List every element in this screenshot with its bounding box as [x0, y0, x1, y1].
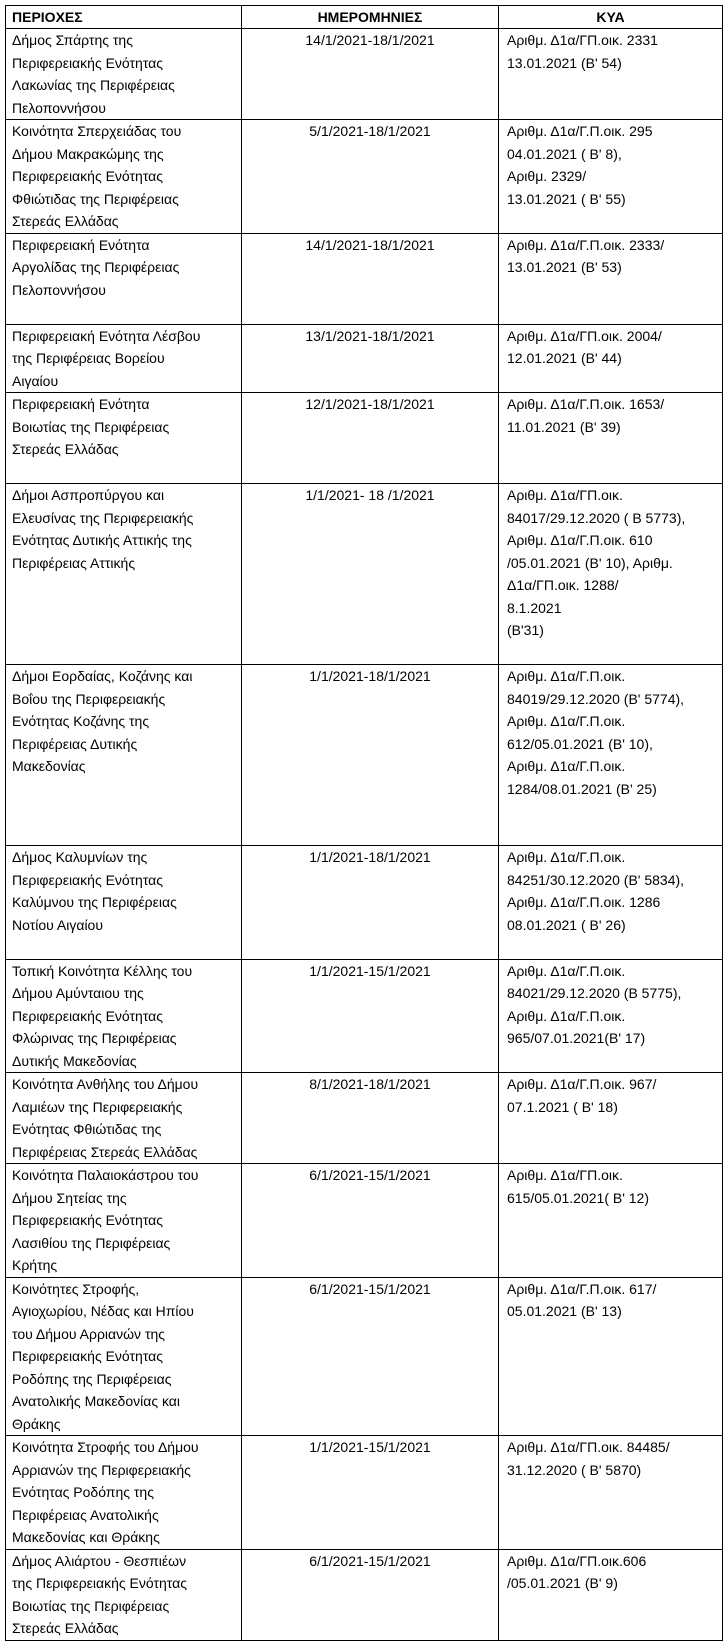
area-line: Αργολίδας της Περιφέρειας	[12, 259, 180, 275]
kya-line: 84251/30.12.2020 (Β' 5834),	[507, 871, 685, 888]
dates-cell	[242, 484, 499, 665]
area-line: Στερεάς Ελλάδας	[12, 1620, 119, 1636]
area-line: Στερεάς Ελλάδας	[12, 441, 119, 457]
area-line	[12, 574, 235, 597]
area-cell	[6, 959, 242, 1073]
kya-line: Αριθμ. Δ1α/Γ.Π.οικ.	[507, 758, 626, 774]
kya-line: 612/05.01.2021 (Β' 10),	[507, 735, 653, 752]
area-cell	[6, 665, 242, 846]
date-range: 5/1/2021-18/1/2021	[309, 123, 431, 139]
kya-line: 84021/29.12.2020 (Β 5775),	[507, 985, 682, 1001]
table-row	[6, 1073, 723, 1164]
kya-line: 8.1.2021	[507, 599, 562, 616]
dates-cell	[242, 1164, 499, 1278]
area-cell	[6, 484, 242, 665]
kya-cell	[499, 393, 723, 484]
kya-line: 13.01.2021 (Β' 54)	[507, 54, 622, 71]
dates-cell	[242, 1549, 499, 1640]
area-line: Πελοποννήσου	[12, 281, 106, 298]
kya-line: Αριθμ. Δ1α/Γ.Π.οικ. 1653/	[507, 396, 665, 412]
kya-line: Αριθμ. 2329/	[507, 168, 587, 184]
area-line: της Περιφερειακής Ενότητας	[12, 1575, 187, 1591]
area-line: Δήμου Σητείας της	[12, 1189, 127, 1206]
area-line: Περιφερειακής Ενότητας	[12, 1212, 163, 1228]
dates-cell	[242, 29, 499, 120]
area-line: Λασιθίου της Περιφέρειας	[12, 1234, 171, 1251]
dates-cell	[242, 665, 499, 846]
area-cell	[6, 1073, 242, 1164]
date-range: 14/1/2021-18/1/2021	[305, 236, 435, 253]
area-line: Βοιωτίας της Περιφέρειας	[12, 1597, 170, 1614]
area-line	[12, 778, 235, 801]
kya-cell	[499, 233, 723, 324]
kya-line: Αριθμ. Δ1α/Γ.Π.οικ. 610	[507, 532, 653, 548]
kya-cell	[499, 324, 723, 393]
date-range: 12/1/2021-18/1/2021	[305, 396, 435, 412]
area-line: Περιφερειακής Ενότητας	[12, 168, 163, 184]
kya-line: Αριθμ. Δ1α/Γ.Π.οικ. 967/	[507, 1076, 657, 1092]
area-line: Περιφερειακή Ενότητα	[12, 396, 150, 412]
area-line: Θράκης	[12, 1415, 61, 1432]
area-line: της Περιφέρειας Βορείου	[12, 350, 165, 366]
area-line: Περιφερειακής Ενότητας	[12, 871, 163, 888]
area-line	[12, 823, 235, 846]
area-line	[12, 936, 235, 959]
area-line	[12, 619, 235, 642]
kya-line: Αριθμ. Δ1α/ΓΠ.οικ. 2004/	[507, 327, 662, 344]
kya-line: 84019/29.12.2020 (Β' 5774),	[507, 690, 685, 707]
date-range: 1/1/2021-18/1/2021	[309, 668, 431, 684]
area-line: Κοινότητες Στροφής,	[12, 1280, 140, 1297]
area-line: Λακωνίας της Περιφέρειας	[12, 77, 175, 93]
kya-line	[507, 823, 716, 846]
kya-cell	[499, 959, 723, 1073]
kya-line	[507, 800, 716, 823]
area-line: Περιφερειακής Ενότητας	[12, 54, 163, 71]
area-line: Δήμου Αμύνταιου της	[12, 985, 144, 1001]
area-line: Κοινότητα Στροφής του Δήμου	[12, 1439, 199, 1455]
area-line: Αγιοχωρίου, Νέδας και Ηπίου	[12, 1303, 194, 1319]
date-range: 8/1/2021-18/1/2021	[309, 1076, 431, 1092]
area-line: Περιφερειακής Ενότητας	[12, 1007, 163, 1024]
kya-line: Αριθμ. Δ1α/ΓΠ.οικ.	[507, 487, 623, 503]
date-range: 1/1/2021-15/1/2021	[309, 1439, 431, 1455]
area-line: Περιφερειακή Ενότητα Λέσβου	[12, 327, 201, 344]
date-range: 1/1/2021-18/1/2021	[309, 849, 431, 865]
area-line	[12, 800, 235, 823]
kya-cell	[499, 484, 723, 665]
table-row	[6, 1164, 723, 1278]
kya-line: (Β'31)	[507, 622, 544, 638]
dates-cell	[242, 1277, 499, 1436]
header-areas: ΠΕΡΙΟΧΕΣ	[6, 6, 242, 29]
kya-cell	[499, 120, 723, 234]
table-body	[6, 29, 723, 1641]
area-line	[12, 597, 235, 620]
kya-line: 13.01.2021 (Β' 53)	[507, 259, 622, 275]
dates-cell	[242, 324, 499, 393]
date-range: 13/1/2021-18/1/2021	[305, 327, 435, 344]
kya-line: 965/07.01.2021(Β' 17)	[507, 1030, 646, 1046]
area-line: Περιφερειακής Ενότητας	[12, 1348, 163, 1364]
area-line: Καλύμνου της Περιφέρειας	[12, 894, 177, 910]
kya-line: Αριθμ. Δ1α/ΓΠ.οικ.	[507, 1167, 623, 1183]
area-line	[12, 642, 235, 665]
area-cell	[6, 393, 242, 484]
area-line: Δήμου Μακρακώμης της	[12, 145, 164, 162]
area-line: Ενότητας Κοζάνης της	[12, 713, 150, 729]
kya-line: Αριθμ. Δ1α/ΓΠ.οικ. 84485/	[507, 1439, 670, 1455]
area-line: του Δήμου Αρριανών της	[12, 1325, 166, 1342]
area-line: Αρριανών της Περιφερειακής	[12, 1461, 191, 1478]
area-line: Δυτικής Μακεδονίας	[12, 1052, 137, 1069]
dates-cell	[242, 959, 499, 1073]
area-line: Πελοποννήσου	[12, 99, 106, 116]
area-cell	[6, 1277, 242, 1436]
area-line: Κοινότητα Σπερχειάδας του	[12, 123, 182, 139]
table-row	[6, 120, 723, 234]
kya-line: Αριθμ. Δ1α/Γ.Π.οικ. 617/	[507, 1280, 657, 1297]
area-line: Φθιώτιδας της Περιφέρειας	[12, 190, 179, 207]
kya-line: Αριθμ. Δ1α/Γ.Π.οικ.	[507, 962, 626, 979]
area-line: Περιφέρειας Στερεάς Ελλάδας	[12, 1143, 198, 1160]
kya-cell	[499, 1549, 723, 1640]
date-range: 14/1/2021-18/1/2021	[305, 32, 435, 48]
area-line: Δήμοι Ασπροπύργου και	[12, 487, 165, 503]
kya-cell	[499, 1164, 723, 1278]
table-row	[6, 1277, 723, 1436]
header-kya: ΚΥΑ	[499, 6, 723, 29]
area-line	[12, 301, 235, 324]
table-row	[6, 324, 723, 393]
kya-line: 08.01.2021 ( Β' 26)	[507, 916, 626, 933]
dates-cell	[242, 233, 499, 324]
area-line: Τοπική Κοινότητα Κέλλης του	[12, 962, 193, 979]
kya-line: /05.01.2021 (Β' 9)	[507, 1575, 618, 1591]
kya-line: 84017/29.12.2020 ( Β 5773),	[507, 509, 686, 526]
kya-cell	[499, 1277, 723, 1436]
kya-line: Αριθμ. Δ1α/Γ.Π.οικ. 1286	[507, 894, 661, 910]
area-line: Λαμιέων της Περιφερειακής	[12, 1098, 183, 1115]
kya-line: Αριθμ. Δ1α/Γ.Π.οικ. 295	[507, 123, 653, 139]
kya-line: Αριθμ. Δ1α/Γ.Π.οικ. 2333/	[507, 236, 665, 253]
table-header-row	[6, 6, 723, 29]
area-line: Δήμος Καλυμνίων της	[12, 849, 148, 865]
area-cell	[6, 233, 242, 324]
area-line: Δήμος Αλιάρτου - Θεσπιέων	[12, 1552, 187, 1569]
kya-line: 07.1.2021 ( Β' 18)	[507, 1098, 618, 1115]
kya-line	[507, 642, 716, 665]
kya-line: Αριθμ. Δ1α/ΓΠ.οικ.606	[507, 1552, 647, 1569]
table-row	[6, 233, 723, 324]
dates-cell	[242, 120, 499, 234]
kya-line: /05.01.2021 (Β' 10), Αριθμ.	[507, 554, 673, 571]
area-cell	[6, 1436, 242, 1550]
kya-line: 05.01.2021 (Β' 13)	[507, 1303, 622, 1319]
kya-line: Δ1α/ΓΠ.οικ. 1288/	[507, 577, 619, 593]
kya-line: 04.01.2021 ( Β' 8),	[507, 145, 622, 162]
area-line: Δήμος Σπάρτης της	[12, 32, 133, 48]
area-line: Ροδόπης της Περιφέρειας	[12, 1370, 172, 1387]
area-cell	[6, 120, 242, 234]
dates-cell	[242, 846, 499, 960]
kya-line: Αριθμ. Δ1α/ΓΠ.οικ. 2331	[507, 32, 658, 48]
area-line: Ενότητας Φθιώτιδας της	[12, 1121, 162, 1137]
kya-line: Αριθμ. Δ1α/Γ.Π.οικ.	[507, 849, 626, 865]
kya-line: 12.01.2021 (Β' 44)	[507, 350, 622, 366]
area-line: Περιφέρειας Δυτικής	[12, 735, 138, 752]
date-range: 1/1/2021-15/1/2021	[309, 962, 431, 979]
area-line: Βοιωτίας της Περιφέρειας	[12, 418, 170, 435]
table-row	[6, 393, 723, 484]
area-line: Κρήτης	[12, 1257, 58, 1273]
header-dates: ΗΜΕΡΟΜΗΝΙΕΣ	[242, 6, 499, 29]
area-line	[12, 461, 235, 484]
area-line: Βοΐου της Περιφερειακής	[12, 690, 166, 707]
area-line: Μακεδονίας και Θράκης	[12, 1529, 160, 1545]
area-cell	[6, 29, 242, 120]
area-line: Μακεδονίας	[12, 758, 86, 774]
dates-cell	[242, 393, 499, 484]
kya-line: 31.12.2020 ( Β' 5870)	[507, 1461, 642, 1478]
area-line: Περιφερειακή Ενότητα	[12, 236, 150, 253]
table-row	[6, 959, 723, 1073]
kya-line: Αριθμ. Δ1α/Γ.Π.οικ.	[507, 713, 626, 729]
area-line: Νοτίου Αιγαίου	[12, 916, 103, 933]
area-line: Δήμοι Εορδαίας, Κοζάνης και	[12, 668, 193, 684]
area-line: Ελευσίνας της Περιφερειακής	[12, 509, 194, 526]
area-line: Κοινότητα Παλαιοκάστρου του	[12, 1167, 199, 1183]
area-cell	[6, 846, 242, 960]
kya-line: 11.01.2021 (Β' 39)	[507, 418, 621, 435]
kya-cell	[499, 29, 723, 120]
area-line: Ενότητας Ροδόπης της	[12, 1484, 154, 1500]
table-row	[6, 484, 723, 665]
table-row	[6, 1549, 723, 1640]
table-row	[6, 1436, 723, 1550]
table-row	[6, 29, 723, 120]
area-line: Ενότητας Δυτικής Αττικής της	[12, 532, 192, 548]
kya-line: 13.01.2021 ( Β' 55)	[507, 190, 626, 207]
kya-line: 615/05.01.2021( Β' 12)	[507, 1189, 650, 1206]
table-row	[6, 665, 723, 846]
kya-line: Αριθμ. Δ1α/Γ.Π.οικ.	[507, 668, 626, 684]
date-range: 6/1/2021-15/1/2021	[309, 1280, 431, 1297]
kya-cell	[499, 1073, 723, 1164]
date-range: 1/1/2021- 18 /1/2021	[305, 487, 435, 503]
kya-line: 1284/08.01.2021 (Β' 25)	[507, 780, 657, 797]
area-line: Φλώρινας της Περιφέρειας	[12, 1030, 177, 1046]
area-line: Στερεάς Ελλάδας	[12, 213, 119, 229]
date-range: 6/1/2021-15/1/2021	[309, 1167, 431, 1183]
area-line: Αιγαίου	[12, 372, 59, 389]
dates-cell	[242, 1436, 499, 1550]
dates-cell	[242, 1073, 499, 1164]
area-line: Κοινότητα Ανθήλης του Δήμου	[12, 1076, 199, 1092]
kya-cell	[499, 1436, 723, 1550]
kya-line: Αριθμ. Δ1α/Γ.Π.οικ.	[507, 1007, 626, 1024]
kya-table	[5, 5, 723, 1641]
table-row	[6, 846, 723, 960]
date-range: 6/1/2021-15/1/2021	[309, 1552, 431, 1569]
kya-cell	[499, 665, 723, 846]
area-line: Περιφέρειας Ανατολικής	[12, 1506, 159, 1523]
area-cell	[6, 324, 242, 393]
area-cell	[6, 1164, 242, 1278]
area-line: Ανατολικής Μακεδονίας και	[12, 1393, 181, 1409]
area-cell	[6, 1549, 242, 1640]
kya-cell	[499, 846, 723, 960]
area-line: Περιφέρειας Αττικής	[12, 554, 136, 571]
